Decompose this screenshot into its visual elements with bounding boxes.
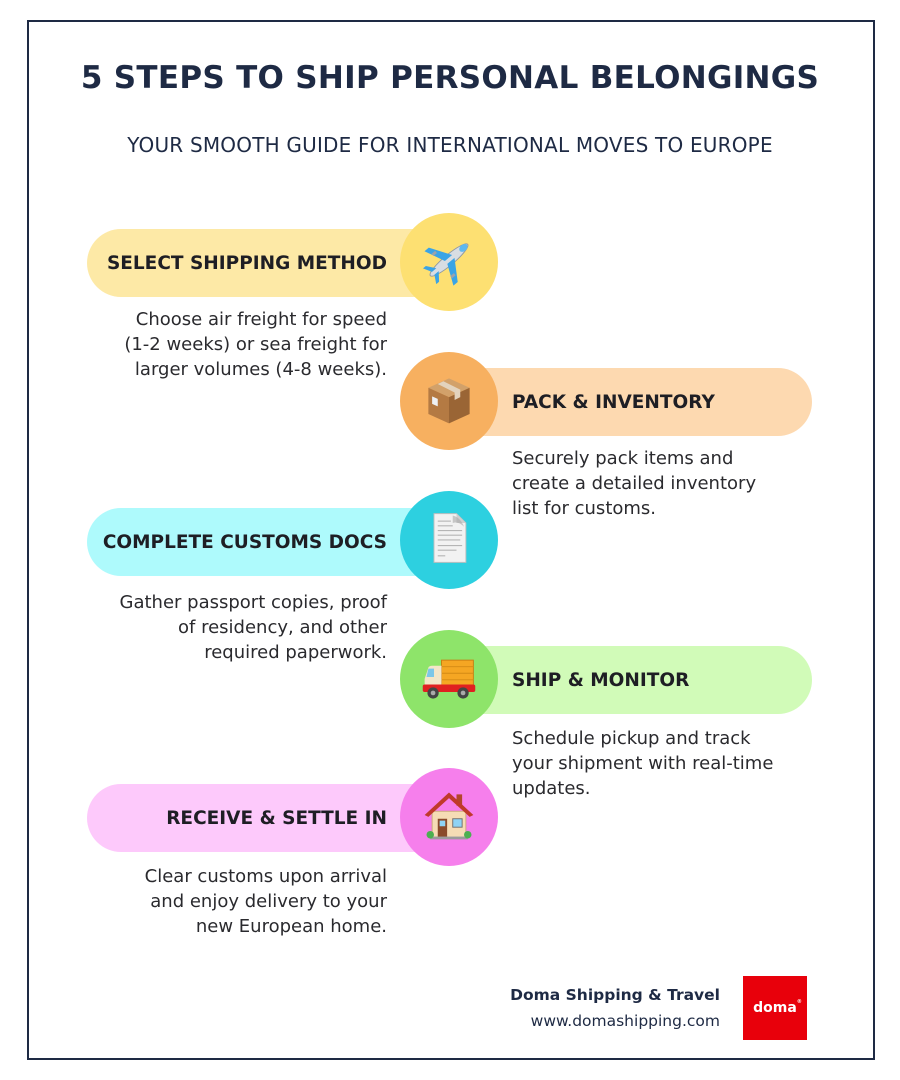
airplane-icon	[419, 230, 479, 294]
step-3-banner	[87, 508, 447, 576]
step-4-description: Schedule pickup and track your shipment with real-time updates.	[512, 728, 774, 799]
step-3-title: COMPLETE CUSTOMS DOCS	[102, 531, 387, 553]
document-icon	[419, 508, 479, 572]
doma-logo	[743, 976, 807, 1040]
step-4-icon-badge	[400, 630, 498, 728]
package-box-icon	[419, 369, 479, 433]
step-5-icon-badge	[400, 768, 498, 866]
company-name: Doma Shipping & Travel	[510, 986, 720, 1004]
step-1-icon-badge	[400, 213, 498, 311]
step-1-title: SELECT SHIPPING METHOD	[106, 252, 387, 274]
step-4-title: SHIP & MONITOR	[512, 669, 690, 691]
step-5-description: Clear customs upon arrival and enjoy delivery to your new European home.	[144, 866, 387, 937]
house-icon	[419, 785, 479, 849]
delivery-truck-icon	[419, 647, 479, 711]
step-3-description: Gather passport copies, proof of residency, and other required paperwork.	[119, 592, 387, 663]
step-2-title: PACK & INVENTORY	[512, 391, 715, 413]
page-title: 5 STEPS TO SHIP PERSONAL BELONGINGS	[80, 60, 820, 96]
step-3-icon-badge	[400, 491, 498, 589]
step-2-icon-badge	[400, 352, 498, 450]
step-2-banner	[450, 368, 812, 436]
step-1-banner	[87, 229, 447, 297]
step-2-description: Securely pack items and create a detailed inventory list for customs.	[512, 448, 757, 519]
step-1-description: Choose air freight for speed (1-2 weeks) or sea freight for larger volumes (4-8 weeks).	[124, 309, 387, 380]
step-5-banner	[87, 784, 447, 852]
logo-text: doma ®	[753, 999, 802, 1016]
page-subtitle: YOUR SMOOTH GUIDE FOR INTERNATIONAL MOVES TO EUROPE	[127, 133, 773, 157]
step-4-banner	[450, 646, 812, 714]
company-website-link[interactable]: www.domashipping.com	[530, 1012, 720, 1030]
step-5-title: RECEIVE & SETTLE IN	[166, 807, 387, 829]
